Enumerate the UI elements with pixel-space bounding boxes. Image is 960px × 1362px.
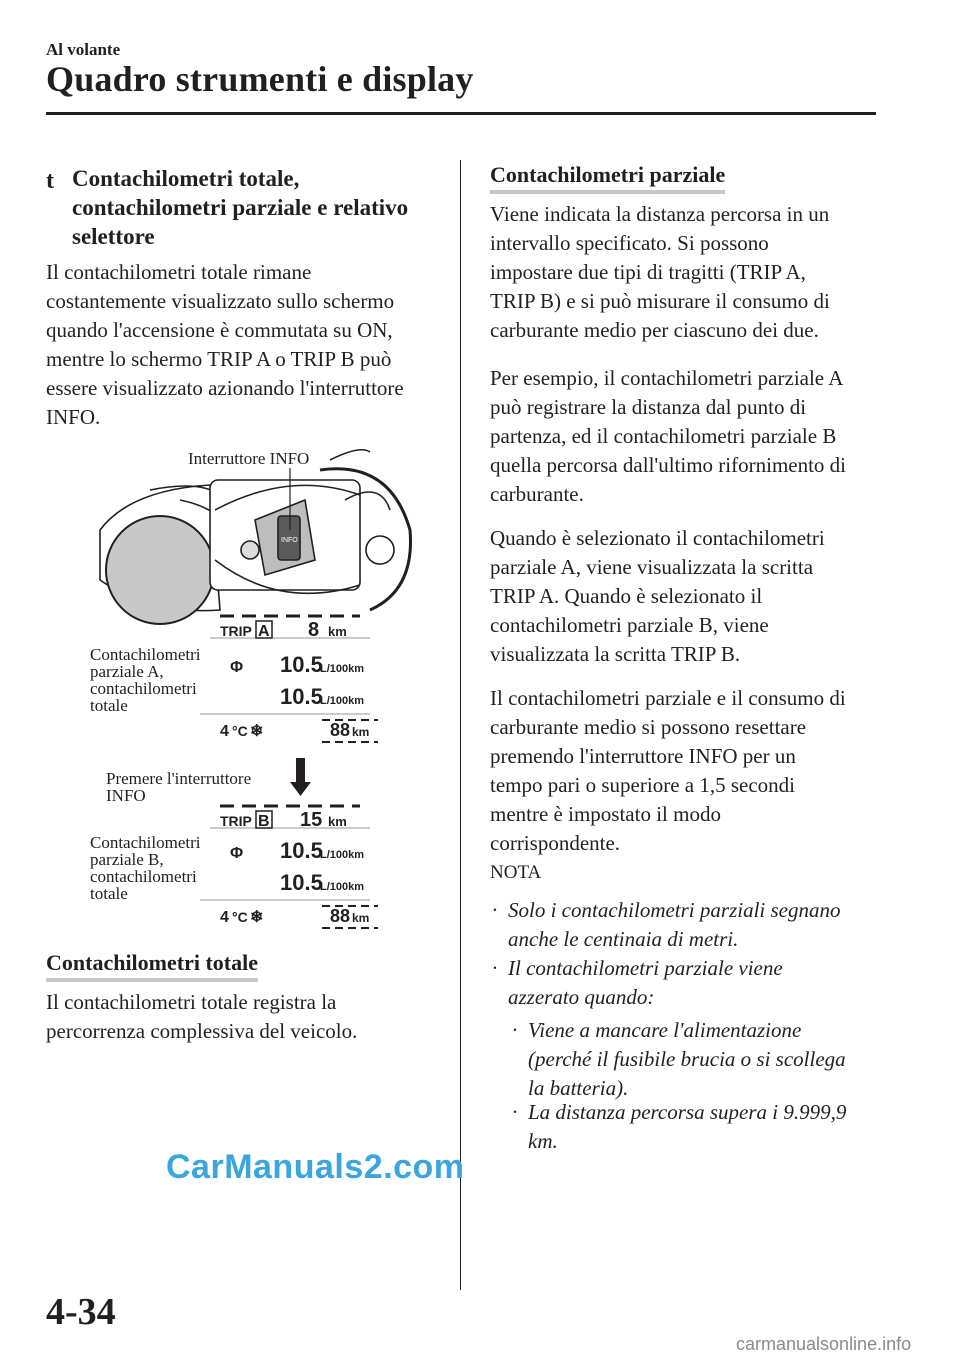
consumption-unit: L/100km xyxy=(320,849,365,861)
consumption-1: 10.5 xyxy=(280,652,323,677)
text-line: percorrenza complessiva del veicolo. xyxy=(46,1019,358,1043)
section-label: Al volante xyxy=(46,40,121,59)
caption-trip-b xyxy=(90,834,200,902)
header-rule xyxy=(46,112,876,115)
trip-label: TRIP xyxy=(220,623,252,639)
trip-distance: 15 xyxy=(300,809,323,831)
text-line: (perché il fusibile brucia o si scollega xyxy=(528,1047,846,1071)
text-line: può registrare la distanza dal punto di xyxy=(490,395,807,419)
bullet-dot: · xyxy=(492,956,498,980)
down-arrow-icon xyxy=(290,758,311,796)
text-line: Il contachilometri parziale viene xyxy=(508,956,783,980)
odometer-unit: km xyxy=(352,911,370,925)
trip-paragraph-1 xyxy=(490,200,880,345)
section-title xyxy=(72,164,452,251)
text-line: Viene indicata la distanza percorsa in un xyxy=(490,202,830,226)
text-line: mentre è impostato il modo xyxy=(490,802,721,826)
odometer-unit: km xyxy=(352,725,370,739)
subnote-item xyxy=(512,1016,882,1103)
note-item xyxy=(492,896,882,954)
column-divider xyxy=(460,160,461,1290)
text-line: impostare due tipi di tragitti (TRIP A, xyxy=(490,260,806,284)
section-title-line: selettore xyxy=(72,224,155,249)
display-trip-b xyxy=(200,806,378,928)
watermark-logo: CarManuals2.com xyxy=(166,1148,465,1186)
caption-line: Contachilometri xyxy=(90,645,201,664)
text-line: Il contachilometri parziale e il consumo di xyxy=(490,686,846,710)
text-line: quando l'accensione è commutata su ON, xyxy=(46,318,393,342)
odometer-heading-wrap xyxy=(46,950,258,982)
note-item xyxy=(492,954,882,1012)
text-line: intervallo specificato. Si possono xyxy=(490,231,769,255)
section-title-line: Contachilometri totale, xyxy=(72,166,300,191)
trip-paragraph-4 xyxy=(490,684,880,858)
consumption-2: 10.5 xyxy=(280,684,323,709)
text-line: Solo i contachilometri parziali segnano xyxy=(508,898,841,922)
text-line: anche le centinaia di metri. xyxy=(508,927,739,951)
text-line: Viene a mancare l'alimentazione xyxy=(528,1018,802,1042)
caption-line: Premere l'interruttore xyxy=(106,769,252,788)
info-switch-label: Interruttore INFO xyxy=(188,449,310,468)
switch-text: INFO xyxy=(281,537,298,544)
text-line: TRIP A. Quando è selezionato il xyxy=(490,584,763,608)
caption-line: totale xyxy=(90,884,128,903)
text-line: carburante. xyxy=(490,482,584,506)
trip-heading: Contachilometri parziale xyxy=(490,162,725,194)
text-line: azzerato quando: xyxy=(508,985,655,1009)
subnote-item xyxy=(512,1098,882,1156)
section-title-line: contachilometri parziale e relativo xyxy=(72,195,409,220)
page-number: 4-34 xyxy=(46,1291,116,1333)
display-trip-a xyxy=(200,616,378,742)
fuel-icon: Φ xyxy=(230,659,244,676)
trip-unit: km xyxy=(328,814,347,829)
watermark-footer: carmanualsonline.info xyxy=(736,1334,912,1354)
text-line: mentre lo schermo TRIP A o TRIP B può xyxy=(46,347,392,371)
text-line: INFO. xyxy=(46,405,101,429)
page-title: Quadro strumenti e display xyxy=(46,59,474,99)
temperature: 4 xyxy=(220,909,229,926)
trip-paragraph-3 xyxy=(490,524,880,669)
odometer-value: 88 xyxy=(330,720,351,740)
section-bullet: t xyxy=(46,168,54,194)
odometer-paragraph xyxy=(46,988,446,1046)
text-line: TRIP B) e si può misurare il consumo di xyxy=(490,289,830,313)
text-line: costantemente visualizzato sullo schermo xyxy=(46,289,395,313)
consumption-1: 10.5 xyxy=(280,838,323,863)
text-line: carburante medio per ciascuno dei due. xyxy=(490,318,819,342)
text-line: premendo l'interruttore INFO per un xyxy=(490,744,796,768)
text-line: parziale A, viene visualizzata la scritta xyxy=(490,555,814,579)
text-line: Il contachilometri totale rimane xyxy=(46,260,312,284)
text-line: essere visualizzato azionando l'interruttore xyxy=(46,376,404,400)
trip-unit: km xyxy=(328,624,347,639)
temperature-unit: °C xyxy=(232,909,248,925)
caption-line: parziale B, xyxy=(90,850,164,869)
odometer-heading: Contachilometri totale xyxy=(46,950,258,982)
consumption-2: 10.5 xyxy=(280,870,323,895)
text-line: Quando è selezionato il contachilometri xyxy=(490,526,825,550)
consumption-unit: L/100km xyxy=(320,695,365,707)
caption-line: contachilometri xyxy=(90,867,197,886)
text-line: quella percorsa dall'ultimo rifornimento di xyxy=(490,453,847,477)
text-line: km. xyxy=(528,1129,558,1153)
caption-line: Contachilometri xyxy=(90,833,201,852)
fuel-icon: Φ xyxy=(230,845,244,862)
snowflake-icon: ❄ xyxy=(250,909,264,926)
text-line: contachilometri parziale B, viene xyxy=(490,613,769,637)
temperature: 4 xyxy=(220,723,229,740)
text-line: carburante medio si possono resettare xyxy=(490,715,807,739)
caption-trip-a xyxy=(90,646,200,714)
trip-paragraph-2 xyxy=(490,364,880,509)
bullet-dot: · xyxy=(492,898,498,922)
bullet-dot: · xyxy=(512,1018,518,1042)
cluster-illustration xyxy=(100,450,411,624)
caption-line: totale xyxy=(90,696,128,715)
caption-line: INFO xyxy=(106,786,146,805)
text-line: Per esempio, il contachilometri parziale A xyxy=(490,366,844,390)
odometer-value: 88 xyxy=(330,906,351,926)
bullet-dot: · xyxy=(512,1100,518,1124)
text-line: corrispondente. xyxy=(490,831,621,855)
nota-label: NOTA xyxy=(490,862,542,883)
trip-label: TRIP xyxy=(220,813,252,829)
intro-paragraph xyxy=(46,258,446,432)
snowflake-icon: ❄ xyxy=(250,723,264,740)
text-line: tempo pari o superiore a 1,5 secondi xyxy=(490,773,795,797)
text-line: La distanza percorsa supera i 9.999,9 xyxy=(528,1100,847,1124)
caption-line: parziale A, xyxy=(90,662,164,681)
trip-heading-wrap xyxy=(490,162,725,194)
text-line: partenza, ed il contachilometri parziale B xyxy=(490,424,837,448)
text-line: la batteria). xyxy=(528,1076,629,1100)
consumption-unit: L/100km xyxy=(320,663,365,675)
trip-distance: 8 xyxy=(308,619,320,641)
temperature-unit: °C xyxy=(232,723,248,739)
trip-letter: B xyxy=(258,813,270,830)
trip-letter: A xyxy=(258,623,270,640)
text-line: visualizzata la scritta TRIP B. xyxy=(490,642,741,666)
caption-line: contachilometri xyxy=(90,679,197,698)
text-line: Il contachilometri totale registra la xyxy=(46,990,337,1014)
consumption-unit: L/100km xyxy=(320,881,365,893)
press-info-label xyxy=(106,770,251,804)
